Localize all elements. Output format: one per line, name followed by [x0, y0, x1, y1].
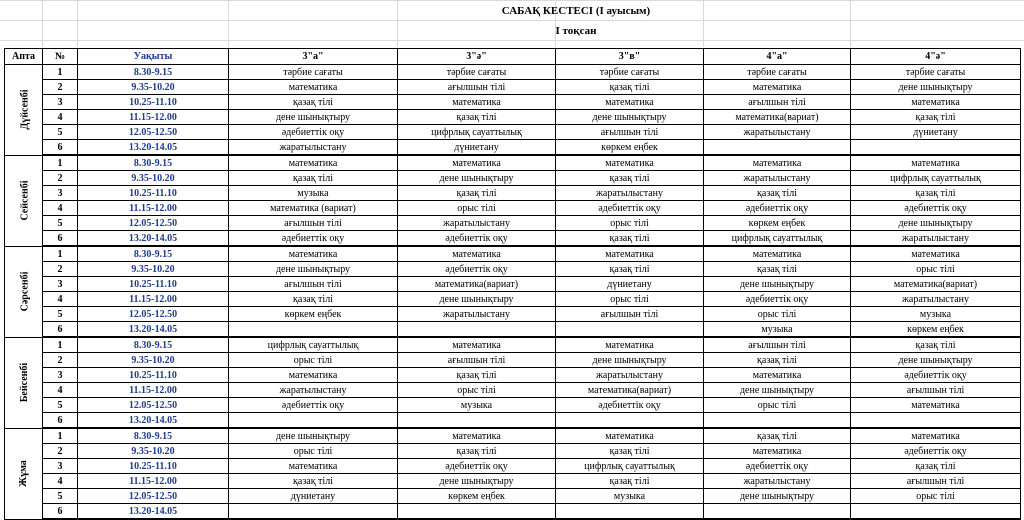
lesson-number-cell[interactable]: 5	[43, 489, 78, 504]
subject-cell[interactable]	[229, 504, 398, 520]
subject-cell[interactable]: әдебиеттік оқу	[398, 231, 556, 247]
subject-cell[interactable]	[851, 413, 1021, 429]
lesson-time-cell[interactable]: 10.25-11.10	[78, 459, 229, 474]
day-cell[interactable]	[5, 246, 43, 337]
subject-cell[interactable]: математика	[851, 95, 1021, 110]
lesson-number-cell[interactable]: 4	[43, 383, 78, 398]
grid-line	[0, 20, 1024, 21]
subject-cell[interactable]	[398, 322, 556, 338]
subject-cell[interactable]: қазақ тілі	[229, 171, 398, 186]
table-row	[5, 262, 1021, 277]
table-row	[5, 353, 1021, 368]
table-row	[5, 383, 1021, 398]
lesson-number-cell[interactable]: 2	[43, 444, 78, 459]
subject-cell[interactable]: математика	[398, 95, 556, 110]
subject-cell[interactable]: математика	[556, 428, 704, 444]
subject-cell[interactable]: математика	[704, 444, 851, 459]
header-row	[5, 49, 1021, 65]
subject-cell[interactable]: орыс тілі	[398, 201, 556, 216]
subject-cell[interactable]: орыс тілі	[229, 444, 398, 459]
subject-cell[interactable]: дене шынықтыру	[704, 277, 851, 292]
subject-cell[interactable]: дене шынықтыру	[704, 489, 851, 504]
table-row	[5, 292, 1021, 307]
lesson-time-cell[interactable]: 12.05-12.50	[78, 307, 229, 322]
lesson-number-cell[interactable]: 2	[43, 171, 78, 186]
subject-cell[interactable]: қазақ тілі	[229, 474, 398, 489]
subject-cell[interactable]: әдебиеттік оқу	[851, 368, 1021, 383]
subject-cell[interactable]	[851, 140, 1021, 156]
subject-cell[interactable]: қазақ тілі	[556, 444, 704, 459]
lesson-number-cell[interactable]: 5	[43, 216, 78, 231]
subject-cell[interactable]: қазақ тілі	[704, 428, 851, 444]
subject-cell[interactable]: математика (вариат)	[229, 201, 398, 216]
table-row	[5, 246, 1021, 262]
subject-cell[interactable]: дене шынықтыру	[851, 216, 1021, 231]
subject-cell[interactable]: цифрлық сауаттылық	[556, 459, 704, 474]
subject-cell[interactable]: тәрбие сағаты	[851, 65, 1021, 80]
subject-cell[interactable]: әдебиеттік оқу	[556, 398, 704, 413]
subject-cell[interactable]: жаратылыстану	[556, 368, 704, 383]
subject-cell[interactable]: математика(вариат)	[704, 110, 851, 125]
subject-cell[interactable]: қазақ тілі	[556, 171, 704, 186]
subject-cell[interactable]: цифрлық сауаттылық	[229, 337, 398, 353]
table-row	[5, 140, 1021, 156]
day-label: Дүйсенбі	[19, 89, 31, 130]
lesson-time-cell[interactable]: 8.30-9.15	[78, 337, 229, 353]
lesson-time-cell[interactable]: 13.20-14.05	[78, 322, 229, 338]
subject-cell[interactable]: қазақ тілі	[229, 292, 398, 307]
lesson-time-cell[interactable]: 9.35-10.20	[78, 171, 229, 186]
day-cell[interactable]	[5, 337, 43, 428]
lesson-time-cell[interactable]: 8.30-9.15	[78, 65, 229, 80]
lesson-number-cell[interactable]: 3	[43, 277, 78, 292]
header-class-3a[interactable]: 3"а"	[229, 49, 398, 65]
lesson-time-cell[interactable]: 11.15-12.00	[78, 474, 229, 489]
subject-cell[interactable]: дене шынықтыру	[229, 262, 398, 277]
subject-cell[interactable]: математика	[398, 155, 556, 171]
day-label: Жұма	[17, 460, 29, 487]
lesson-time-cell[interactable]: 9.35-10.20	[78, 262, 229, 277]
subject-cell[interactable]: дене шынықтыру	[398, 474, 556, 489]
subject-cell[interactable]	[556, 322, 704, 338]
subject-cell[interactable]: жаратылыстану	[229, 140, 398, 156]
lesson-time-cell[interactable]: 11.15-12.00	[78, 110, 229, 125]
subject-cell[interactable]: ағылшын тілі	[229, 216, 398, 231]
subject-cell[interactable]: жаратылыстану	[398, 307, 556, 322]
subject-cell[interactable]: қазақ тілі	[398, 110, 556, 125]
page-title: САБАҚ КЕСТЕСІ (І ауысым)	[501, 5, 651, 17]
grid-line	[0, 40, 1024, 41]
subject-cell[interactable]: жаратылыстану	[229, 383, 398, 398]
header-time[interactable]: Уақыты	[78, 49, 229, 65]
table-row	[5, 398, 1021, 413]
header-class-3ae[interactable]: 3"ә"	[398, 49, 556, 65]
subject-cell[interactable]: жаратылыстану	[704, 125, 851, 140]
table-row	[5, 231, 1021, 247]
subject-cell[interactable]: математика	[398, 246, 556, 262]
subject-cell[interactable]	[556, 413, 704, 429]
subject-cell[interactable]: математика	[851, 155, 1021, 171]
table-row	[5, 171, 1021, 186]
subject-cell[interactable]: музыка	[851, 307, 1021, 322]
lesson-time-cell[interactable]: 13.20-14.05	[78, 504, 229, 520]
subject-cell[interactable]: дене шынықтыру	[704, 383, 851, 398]
lesson-number-cell[interactable]: 3	[43, 368, 78, 383]
lesson-number-cell[interactable]: 2	[43, 80, 78, 95]
lesson-time-cell[interactable]: 10.25-11.10	[78, 277, 229, 292]
subject-cell[interactable]: әдебиеттік оқу	[704, 459, 851, 474]
subject-cell[interactable]: орыс тілі	[851, 262, 1021, 277]
subject-cell[interactable]: математика	[556, 155, 704, 171]
grid-line	[0, 0, 1024, 1]
lesson-time-cell[interactable]: 11.15-12.00	[78, 292, 229, 307]
subject-cell[interactable]: цифрлық сауаттылық	[704, 231, 851, 247]
subject-cell[interactable]	[704, 413, 851, 429]
subject-cell[interactable]: ағылшын тілі	[851, 474, 1021, 489]
subject-cell[interactable]: дене шынықтыру	[556, 110, 704, 125]
subject-cell[interactable]	[398, 504, 556, 520]
subject-cell[interactable]: қазақ тілі	[704, 353, 851, 368]
subject-cell[interactable]: жаратылыстану	[398, 216, 556, 231]
lesson-number-cell[interactable]: 3	[43, 186, 78, 201]
lesson-number-cell[interactable]: 5	[43, 125, 78, 140]
lesson-number-cell[interactable]: 2	[43, 353, 78, 368]
subject-cell[interactable]: қазақ тілі	[704, 262, 851, 277]
table-row	[5, 80, 1021, 95]
subject-cell[interactable]: математика(вариат)	[556, 383, 704, 398]
grid-line	[77, 0, 78, 47]
subject-cell[interactable]: қазақ тілі	[556, 80, 704, 95]
lesson-time-cell[interactable]: 8.30-9.15	[78, 428, 229, 444]
subject-cell[interactable]: орыс тілі	[398, 383, 556, 398]
table-row	[5, 95, 1021, 110]
header-class-3v[interactable]: 3"в"	[556, 49, 704, 65]
table-row	[5, 277, 1021, 292]
day-cell[interactable]	[5, 155, 43, 246]
subject-cell[interactable]: қазақ тілі	[229, 95, 398, 110]
table-row	[5, 504, 1021, 520]
subject-cell[interactable]: математика	[851, 428, 1021, 444]
subject-cell[interactable]: ағылшын тілі	[556, 307, 704, 322]
lesson-number-cell[interactable]: 4	[43, 110, 78, 125]
table-row	[5, 368, 1021, 383]
subject-cell[interactable]: тәрбие сағаты	[704, 65, 851, 80]
lesson-time-cell[interactable]: 9.35-10.20	[78, 444, 229, 459]
table-row	[5, 307, 1021, 322]
subject-cell[interactable]: көркем еңбек	[398, 489, 556, 504]
header-class-4a[interactable]: 4"а"	[704, 49, 851, 65]
subject-cell[interactable]: дүниетану	[229, 489, 398, 504]
subject-cell[interactable]: дүниетану	[556, 277, 704, 292]
lesson-time-cell[interactable]: 9.35-10.20	[78, 353, 229, 368]
lesson-number-cell[interactable]: 6	[43, 231, 78, 247]
lesson-number-cell[interactable]: 1	[43, 337, 78, 353]
subject-cell[interactable]: орыс тілі	[229, 353, 398, 368]
subject-cell[interactable]	[556, 504, 704, 520]
schedule-table	[4, 48, 1021, 520]
lesson-number-cell[interactable]: 3	[43, 95, 78, 110]
table-row	[5, 216, 1021, 231]
subject-cell[interactable]: математика	[704, 80, 851, 95]
table-row	[5, 65, 1021, 80]
subject-cell[interactable]: музыка	[398, 398, 556, 413]
subject-cell[interactable]: қазақ тілі	[556, 474, 704, 489]
subject-cell[interactable]: әдебиеттік оқу	[851, 444, 1021, 459]
subject-cell[interactable]: қазақ тілі	[398, 368, 556, 383]
subject-cell[interactable]: дене шынықтыру	[556, 353, 704, 368]
subject-cell[interactable]: қазақ тілі	[851, 186, 1021, 201]
subject-cell[interactable]: әдебиеттік оқу	[398, 262, 556, 277]
lesson-number-cell[interactable]: 5	[43, 398, 78, 413]
subject-cell[interactable]: математика	[229, 246, 398, 262]
subject-cell[interactable]: әдебиеттік оқу	[851, 201, 1021, 216]
lesson-number-cell[interactable]: 6	[43, 413, 78, 429]
subject-cell[interactable]: дүниетану	[851, 125, 1021, 140]
subject-cell[interactable]: орыс тілі	[851, 489, 1021, 504]
subject-cell[interactable]: орыс тілі	[704, 398, 851, 413]
subject-cell[interactable]: цифрлық сауаттылық	[851, 171, 1021, 186]
subject-cell[interactable]: цифрлық сауаттылық	[398, 125, 556, 140]
day-label: Сәрсенбі	[19, 271, 31, 312]
lesson-time-cell[interactable]: 10.25-11.10	[78, 186, 229, 201]
lesson-time-cell[interactable]: 8.30-9.15	[78, 246, 229, 262]
lesson-number-cell[interactable]: 6	[43, 140, 78, 156]
table-row	[5, 444, 1021, 459]
subject-cell[interactable]: дене шынықтыру	[851, 353, 1021, 368]
subject-cell[interactable]: көркем еңбек	[851, 322, 1021, 338]
subject-cell[interactable]: музыка	[704, 322, 851, 338]
lesson-time-cell[interactable]: 10.25-11.10	[78, 95, 229, 110]
subject-cell[interactable]: әдебиеттік оқу	[229, 231, 398, 247]
subject-cell[interactable]: математика	[851, 398, 1021, 413]
subject-cell[interactable]: дене шынықтыру	[398, 171, 556, 186]
subject-cell[interactable]: дене шынықтыру	[229, 110, 398, 125]
subject-cell[interactable]: ағылшын тілі	[229, 277, 398, 292]
subject-cell[interactable]: музыка	[229, 186, 398, 201]
subject-cell[interactable]: қазақ тілі	[851, 337, 1021, 353]
table-row	[5, 201, 1021, 216]
subject-cell[interactable]: математика	[229, 368, 398, 383]
header-class-4ae[interactable]: 4"ә"	[851, 49, 1021, 65]
lesson-time-cell[interactable]: 13.20-14.05	[78, 140, 229, 156]
lesson-number-cell[interactable]: 6	[43, 322, 78, 338]
lesson-time-cell[interactable]: 13.20-14.05	[78, 231, 229, 247]
subject-cell[interactable]: математика(вариат)	[398, 277, 556, 292]
subject-cell[interactable]	[704, 504, 851, 520]
subject-cell[interactable]: орыс тілі	[556, 292, 704, 307]
table-row	[5, 428, 1021, 444]
subject-cell[interactable]: ағылшын тілі	[704, 337, 851, 353]
subject-cell[interactable]	[851, 504, 1021, 520]
lesson-number-cell[interactable]: 1	[43, 428, 78, 444]
lesson-number-cell[interactable]: 2	[43, 262, 78, 277]
subject-cell[interactable]: жаратылыстану	[851, 292, 1021, 307]
subject-cell[interactable]: көркем еңбек	[704, 216, 851, 231]
table-row	[5, 474, 1021, 489]
subject-cell[interactable]: жаратылыстану	[556, 186, 704, 201]
table-row	[5, 186, 1021, 201]
lesson-time-cell[interactable]: 12.05-12.50	[78, 125, 229, 140]
subject-cell[interactable]	[229, 322, 398, 338]
lesson-number-cell[interactable]: 1	[43, 65, 78, 80]
subject-cell[interactable]: математика	[556, 95, 704, 110]
subject-cell[interactable]	[398, 413, 556, 429]
lesson-time-cell[interactable]: 10.25-11.10	[78, 368, 229, 383]
lesson-time-cell[interactable]: 12.05-12.50	[78, 216, 229, 231]
subject-cell[interactable]: әдебиеттік оқу	[704, 201, 851, 216]
subject-cell[interactable]: әдебиеттік оқу	[398, 459, 556, 474]
subject-cell[interactable]: математика	[556, 337, 704, 353]
subject-cell[interactable]: әдебиеттік оқу	[229, 398, 398, 413]
page-subtitle: І тоқсан	[555, 25, 597, 37]
subject-cell[interactable]: жаратылыстану	[704, 171, 851, 186]
subject-cell[interactable]: математика	[851, 246, 1021, 262]
lesson-number-cell[interactable]: 4	[43, 474, 78, 489]
subject-cell[interactable]: математика	[229, 80, 398, 95]
subject-cell[interactable]: әдебиеттік оқу	[229, 125, 398, 140]
subject-cell[interactable]: қазақ тілі	[704, 186, 851, 201]
subject-cell[interactable]: қазақ тілі	[398, 186, 556, 201]
subject-cell[interactable]	[704, 140, 851, 156]
lesson-number-cell[interactable]: 5	[43, 307, 78, 322]
subject-cell[interactable]: әдебиеттік оқу	[704, 292, 851, 307]
lesson-time-cell[interactable]: 9.35-10.20	[78, 80, 229, 95]
table-row	[5, 489, 1021, 504]
lesson-number-cell[interactable]: 4	[43, 292, 78, 307]
table-row	[5, 125, 1021, 140]
table-row	[5, 337, 1021, 353]
header-num[interactable]: №	[43, 49, 78, 65]
lesson-number-cell[interactable]: 4	[43, 201, 78, 216]
subject-cell[interactable]: ағылшын тілі	[398, 353, 556, 368]
subject-cell[interactable]: математика	[556, 246, 704, 262]
lesson-time-cell[interactable]: 8.30-9.15	[78, 155, 229, 171]
subject-cell[interactable]: тәрбие сағаты	[556, 65, 704, 80]
subject-cell[interactable]: қазақ тілі	[851, 110, 1021, 125]
lesson-time-cell[interactable]: 11.15-12.00	[78, 201, 229, 216]
lesson-time-cell[interactable]: 11.15-12.00	[78, 383, 229, 398]
subject-cell[interactable]: ағылшын тілі	[398, 80, 556, 95]
subject-cell[interactable]: математика	[398, 428, 556, 444]
lesson-time-cell[interactable]: 12.05-12.50	[78, 398, 229, 413]
subject-cell[interactable]: дене шынықтыру	[229, 428, 398, 444]
table-row	[5, 110, 1021, 125]
subject-cell[interactable]	[229, 413, 398, 429]
subject-cell[interactable]: орыс тілі	[556, 216, 704, 231]
subject-cell[interactable]: ағылшын тілі	[704, 95, 851, 110]
subject-cell[interactable]: дене шынықтыру	[398, 292, 556, 307]
subject-cell[interactable]: математика	[398, 337, 556, 353]
lesson-number-cell[interactable]: 1	[43, 246, 78, 262]
lesson-number-cell[interactable]: 6	[43, 504, 78, 520]
subject-cell[interactable]: дүниетану	[398, 140, 556, 156]
subject-cell[interactable]: қазақ тілі	[556, 231, 704, 247]
subject-cell[interactable]: ағылшын тілі	[851, 383, 1021, 398]
subject-cell[interactable]: математика	[704, 155, 851, 171]
lesson-time-cell[interactable]: 12.05-12.50	[78, 489, 229, 504]
subject-cell[interactable]: дене шынықтыру	[851, 80, 1021, 95]
lesson-time-cell[interactable]: 13.20-14.05	[78, 413, 229, 429]
subject-cell[interactable]: қазақ тілі	[556, 262, 704, 277]
table-row	[5, 322, 1021, 338]
day-cell[interactable]	[5, 428, 43, 519]
subject-cell[interactable]: қазақ тілі	[851, 459, 1021, 474]
subject-cell[interactable]: математика	[704, 368, 851, 383]
table-row	[5, 155, 1021, 171]
subject-cell[interactable]: математика	[229, 459, 398, 474]
header-week[interactable]: Апта	[5, 49, 43, 65]
lesson-number-cell[interactable]: 1	[43, 155, 78, 171]
day-label: Бейсенбі	[19, 362, 31, 403]
subject-cell[interactable]: жаратылыстану	[851, 231, 1021, 247]
subject-cell[interactable]: орыс тілі	[704, 307, 851, 322]
lesson-number-cell[interactable]: 3	[43, 459, 78, 474]
subject-cell[interactable]: көркем еңбек	[229, 307, 398, 322]
subject-cell[interactable]: музыка	[556, 489, 704, 504]
day-label: Сейсенбі	[19, 180, 31, 221]
day-cell[interactable]	[5, 65, 43, 156]
subject-cell[interactable]: көркем еңбек	[556, 140, 704, 156]
subject-cell[interactable]: математика	[229, 155, 398, 171]
subject-cell[interactable]: математика(вариат)	[851, 277, 1021, 292]
subject-cell[interactable]: қазақ тілі	[398, 444, 556, 459]
grid-line	[42, 0, 43, 47]
subject-cell[interactable]: ағылшын тілі	[556, 125, 704, 140]
table-row	[5, 459, 1021, 474]
subject-cell[interactable]: жаратылыстану	[704, 474, 851, 489]
subject-cell[interactable]: тәрбие сағаты	[398, 65, 556, 80]
table-row	[5, 413, 1021, 429]
subject-cell[interactable]: математика	[704, 246, 851, 262]
subject-cell[interactable]: тәрбие сағаты	[229, 65, 398, 80]
subject-cell[interactable]: әдебиеттік оқу	[556, 201, 704, 216]
